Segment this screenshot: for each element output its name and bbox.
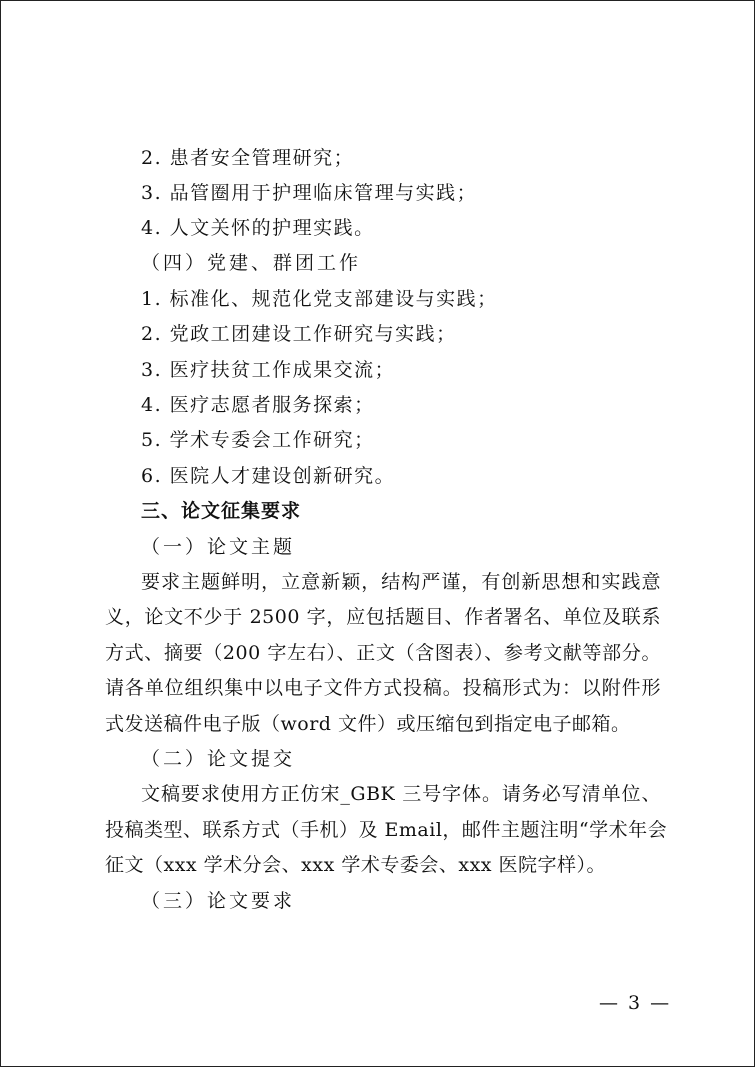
list-item: 3. 医疗扶贫工作成果交流；: [141, 359, 396, 381]
list-item: 1. 标准化、规范化党支部建设与实践；: [141, 288, 498, 310]
section-subheading: （四）党建、群团工作: [141, 252, 362, 274]
section-subheading: （二）论文提交: [141, 748, 296, 770]
paragraph-line: 请各单位组织集中以电子文件方式投稿。投稿形式为：以附件形: [105, 677, 661, 699]
list-item: 5. 学术专委会工作研究；: [141, 429, 375, 451]
list-item: 2. 患者安全管理研究；: [141, 147, 355, 169]
page-number: — 3 —: [599, 992, 672, 1014]
paragraph-line: 义，论文不少于 2500 字，应包括题目、作者署名、单位及联系: [105, 606, 661, 628]
paragraph-line: 方式、摘要（200 字左右）、正文（含图表）、参考文献等部分。: [105, 642, 661, 664]
paragraph-line: 式发送稿件电子版（word 文件）或压缩包到指定电子邮箱。: [105, 713, 631, 735]
list-item: 3. 品管圈用于护理临床管理与实践；: [141, 182, 478, 204]
paragraph-line: 文稿要求使用方正仿宋_GBK 三号字体。请务必写清单位、: [141, 783, 661, 805]
paragraph-line: 征文（xxx 学术分会、xxx 学术专委会、xxx 医院字样）。: [105, 854, 607, 876]
list-item: 4. 人文关怀的护理实践。: [141, 217, 375, 239]
section-heading: 三、论文征集要求: [141, 500, 302, 522]
paragraph-line: 要求主题鲜明，立意新颖，结构严谨，有创新思想和实践意: [141, 571, 661, 593]
list-item: 4. 医疗志愿者服务探索；: [141, 394, 375, 416]
section-subheading: （一）论文主题: [141, 536, 296, 558]
paragraph-line: 投稿类型、联系方式（手机）及 Email，邮件主题注明“学术年会: [105, 819, 668, 841]
section-subheading: （三）论文要求: [141, 890, 296, 912]
list-item: 2. 党政工团建设工作研究与实践；: [141, 323, 457, 345]
list-item: 6. 医院人才建设创新研究。: [141, 465, 396, 487]
